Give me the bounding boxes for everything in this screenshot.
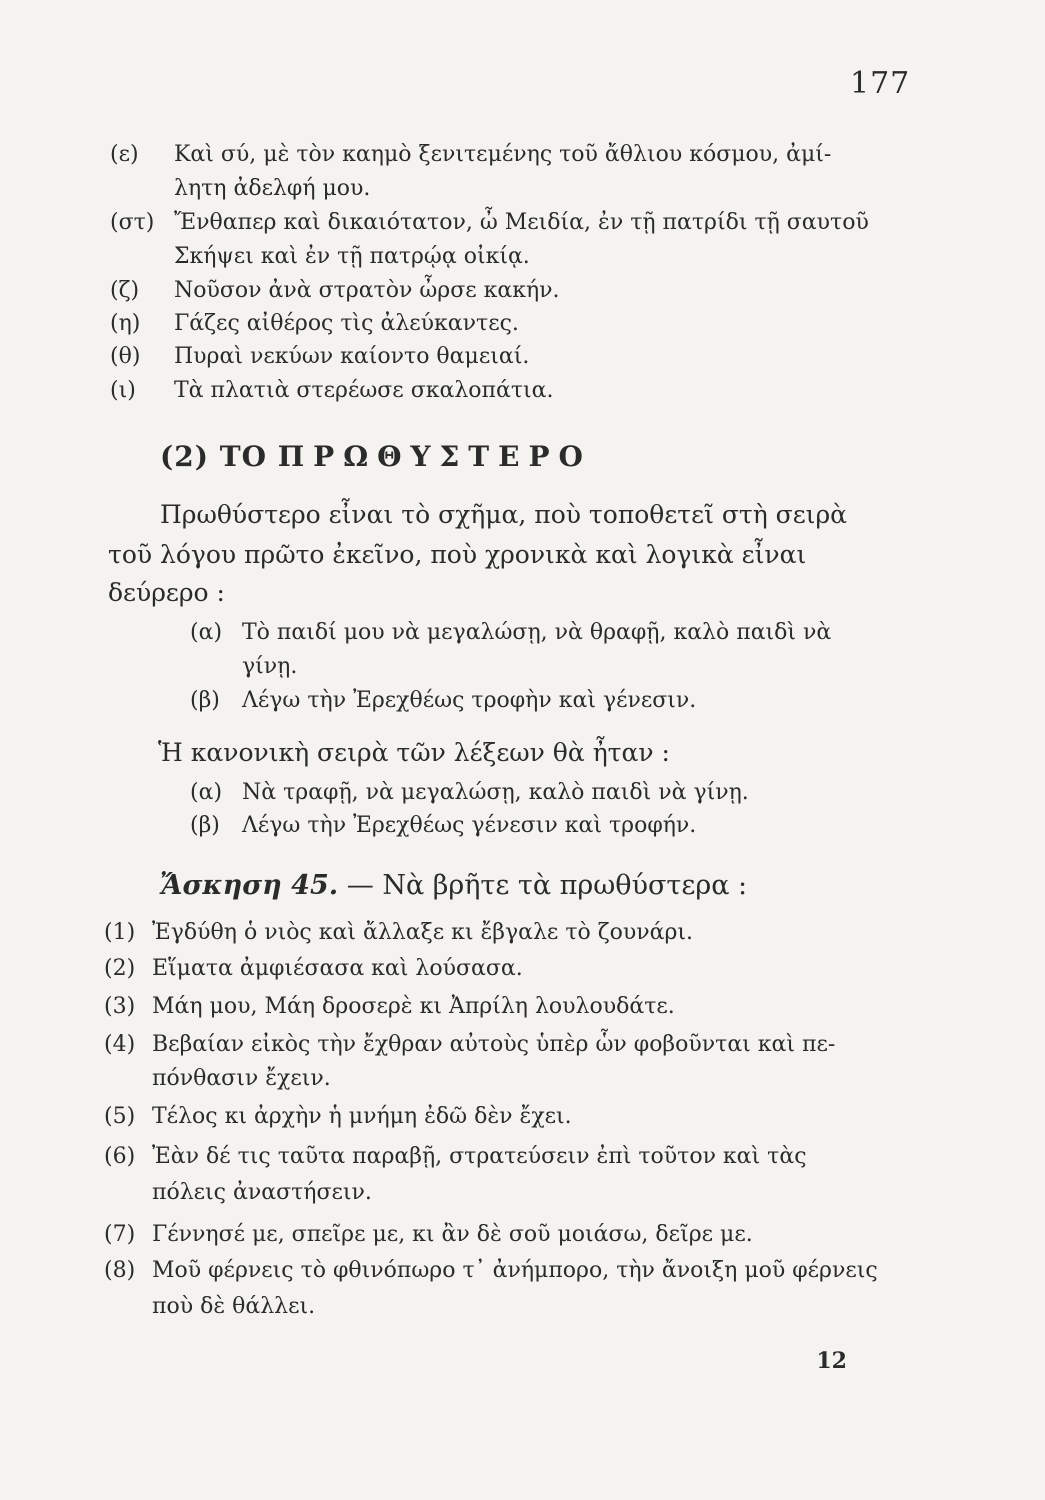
list-item-marker: (ι) [110, 378, 136, 403]
list-item-text: Σκήψει καὶ ἐν τῇ πατρῴᾳ οἰκίᾳ. [174, 244, 530, 269]
exercise-heading [160, 870, 747, 901]
list-item-text: Γάζες αἰθέρος τὶς ἀλεύκαντες. [174, 311, 519, 336]
exercise-item-marker: (1) [104, 920, 136, 945]
exercise-item-marker: (3) [104, 994, 136, 1019]
definition-line: δεύρερο : [108, 578, 225, 607]
list-item-text: λητη ἀδελφή μου. [174, 176, 371, 201]
example-text: Τὸ παιδί μου νὰ μεγαλώσῃ, νὰ θραφῇ, καλὸ παιδὶ νὰ [242, 620, 832, 645]
exercise-instruction: — Νὰ βρῆτε τὰ πρωθύστερα : [346, 870, 748, 901]
example-marker: (β) [190, 688, 220, 713]
exercise-item-text: Γέννησέ με, σπεῖρε με, κι ἂν δὲ σοῦ μοιάσω, δεῖρε με. [152, 1222, 753, 1247]
normal-order-marker: (α) [190, 780, 223, 805]
list-item-marker: (η) [110, 311, 141, 336]
exercise-item-text: Εἵματα ἀμφιέσασα καὶ λούσασα. [152, 956, 523, 981]
list-item-marker: (στ) [110, 210, 155, 235]
list-item-text: Πυραὶ νεκύων καίοντο θαμειαί. [174, 344, 530, 369]
normal-order-marker: (β) [190, 813, 220, 838]
list-item-marker: (ε) [110, 142, 139, 167]
section-number: (2) ΤΟ [160, 440, 267, 473]
example-text: γίνῃ. [242, 654, 298, 679]
exercise-item-text: Μοῦ φέρνεις τὸ φθινόπωρο τ᾽ ἀνήμπορο, τὴν ἄνοιξη μοῦ φέρνεις [152, 1258, 878, 1283]
normal-order-text: Νὰ τραφῇ, νὰ μεγαλώσῃ, καλὸ παιδὶ νὰ γίνῃ. [242, 780, 749, 805]
section-title: ΠΡΩΘΥΣΤΕΡΟ [277, 440, 592, 473]
exercise-item-marker: (8) [104, 1258, 136, 1283]
normal-order-intro: Ἡ κανονικὴ σειρὰ τῶν λέξεων θὰ ἦταν : [158, 738, 670, 767]
signature-mark: 12 [816, 1348, 847, 1374]
page-number: 177 [850, 66, 911, 101]
exercise-item-marker: (4) [104, 1032, 136, 1057]
definition-line: Πρωθύστερο εἶναι τὸ σχῆμα, ποὺ τοποθετεῖ στὴ σειρὰ [160, 500, 848, 529]
exercise-item-marker: (6) [104, 1144, 136, 1169]
list-item-text: Καὶ σύ, μὲ τὸν καημὸ ξενιτεμένης τοῦ ἄθλιου κόσμου, ἀμί- [174, 142, 832, 167]
section-heading [160, 440, 592, 473]
list-item-marker: (ζ) [110, 278, 140, 303]
example-marker: (α) [190, 620, 223, 645]
list-item-text: Τὰ πλατιὰ στερέωσε σκαλοπάτια. [174, 378, 554, 403]
exercise-item-text: Τέλος κι ἀρχὴν ἡ μνήμη ἐδῶ δὲν ἔχει. [152, 1104, 572, 1129]
list-item-text: Νοῦσον ἀνὰ στρατὸν ὦρσε κακήν. [174, 278, 560, 303]
example-text: Λέγω τὴν Ἐρεχθέως τροφὴν καὶ γένεσιν. [242, 688, 697, 713]
exercise-item-text: ποὺ δὲ θάλλει. [152, 1294, 316, 1319]
exercise-title: Ἄσκηση 45. [160, 870, 339, 901]
exercise-item-marker: (5) [104, 1104, 136, 1129]
exercise-item-text: Ἐγδύθη ὁ νιὸς καὶ ἄλλαξε κι ἔβγαλε τὸ ζουνάρι. [152, 920, 694, 945]
list-item-marker: (θ) [110, 344, 141, 369]
exercise-item-marker: (7) [104, 1222, 136, 1247]
exercise-item-text: πόλεις ἀναστήσειν. [152, 1180, 372, 1205]
exercise-item-marker: (2) [104, 956, 136, 981]
definition-line: τοῦ λόγου πρῶτο ἐκεῖνο, ποὺ χρονικὰ καὶ λογικὰ εἶναι [108, 540, 807, 569]
list-item-text: Ἔνθαπερ καὶ δικαιότατον, ὦ Μειδία, ἐν τῇ πατρίδι τῇ σαυτοῦ [174, 210, 869, 235]
normal-order-text: Λέγω τὴν Ἐρεχθέως γένεσιν καὶ τροφήν. [242, 813, 697, 838]
exercise-item-text: Μάη μου, Μάη δροσερὲ κι Ἀπρίλη λουλουδάτε. [152, 994, 675, 1019]
exercise-item-text: πόνθασιν ἔχειν. [152, 1066, 331, 1091]
exercise-item-text: Βεβαίαν εἰκὸς τὴν ἔχθραν αὐτοὺς ὑπὲρ ὧν φοβοῦνται καὶ πε- [152, 1032, 836, 1057]
exercise-item-text: Ἐὰν δέ τις ταῦτα παραβῇ, στρατεύσειν ἐπὶ τοῦτον καὶ τὰς [152, 1144, 807, 1169]
